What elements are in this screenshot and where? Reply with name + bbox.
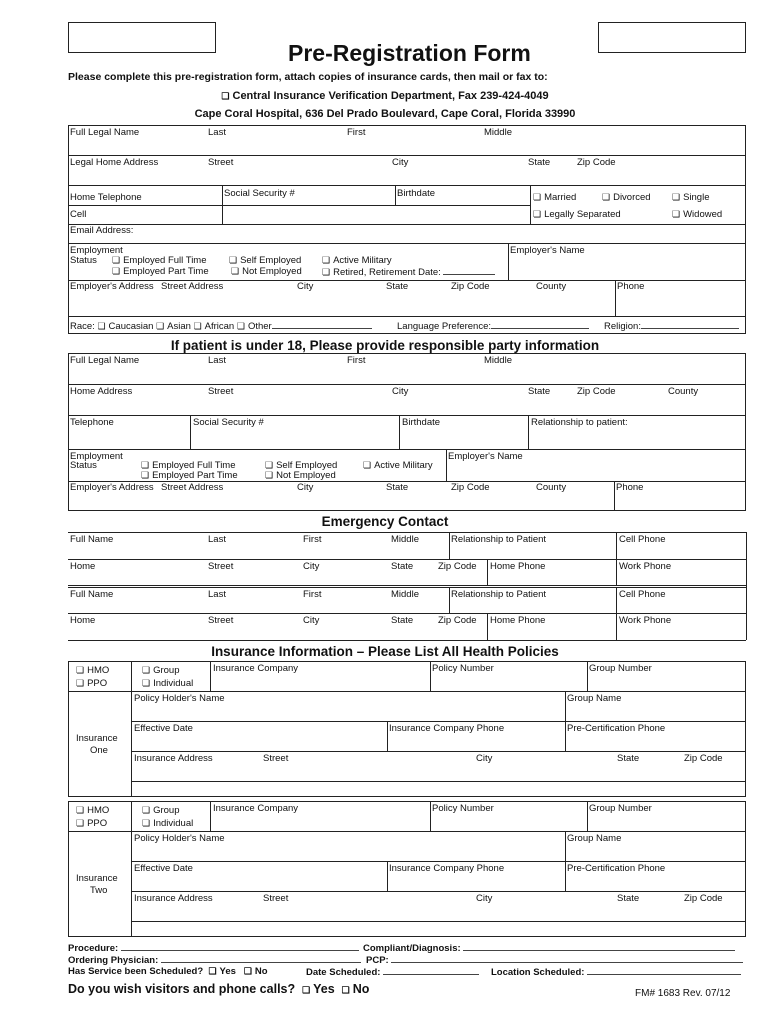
ins2-side-label-b: Two (90, 885, 108, 896)
rp-label-home-address: Home Address (70, 386, 133, 397)
ec2-label-home: Home (70, 615, 96, 626)
label-middle: Middle (484, 127, 512, 138)
checkbox-emp-part[interactable] (112, 266, 209, 277)
ins2-label-city: City (476, 893, 493, 904)
label-self-employed: Self Employed (240, 255, 302, 266)
label-single: Single (683, 192, 710, 203)
label-street-address: Street Address (161, 281, 224, 292)
dept-text: Central Insurance Verification Department, Fax 239-424-4049 (232, 90, 549, 102)
checkbox-scheduled-no[interactable]: ❏ No (244, 966, 268, 977)
insurance-heading: Insurance Information – Please List All Health Policies (211, 644, 559, 659)
rp-label-middle: Middle (484, 355, 512, 366)
label-birthdate: Birthdate (397, 188, 436, 199)
responsible-heading: If patient is under 18, Please provide responsible party information (170, 338, 600, 353)
rp-label-ssn: Social Security # (193, 417, 264, 428)
address-line: Cape Coral Hospital, 636 Del Prado Boulevard, Cape Coral, Florida 33990 (194, 108, 576, 120)
rp-label-emp-phone: Phone (616, 482, 644, 493)
ins1-checkbox-hmo[interactable]: ❏ HMO (76, 665, 109, 676)
ins2-checkbox-group[interactable]: ❏ Group (142, 805, 179, 816)
rp-label-birthdate: Birthdate (402, 417, 441, 428)
rp-label-street: Street (208, 386, 234, 397)
ins1-label-city: City (476, 753, 493, 764)
ec1-label-middle: Middle (391, 534, 419, 545)
ins2-label-holder: Policy Holder's Name (134, 833, 225, 844)
checkbox-other[interactable]: ❏ Other (237, 321, 272, 332)
ins1-label-zip: Zip Code (684, 753, 723, 764)
rp-label-street-address: Street Address (161, 482, 224, 493)
rp-label-first: First (347, 355, 366, 366)
checkbox-self-employed[interactable] (229, 255, 301, 266)
rp-label-employers-name: Employer's Name (448, 451, 523, 462)
ec1-label-home: Home (70, 561, 96, 572)
scheduled-row (68, 966, 268, 977)
label-zip: Zip Code (577, 157, 616, 168)
ins1-label-company-phone: Insurance Company Phone (389, 723, 505, 734)
label-race: Race: (70, 321, 95, 332)
form-id: FM# 1683 Rev. 07/12 (635, 988, 731, 999)
rp-checkbox-not-employed[interactable]: ❏ Not Employed (265, 470, 336, 481)
ins1-checkbox-group[interactable]: ❏ Group (142, 665, 179, 676)
ins2-label-address: Insurance Address (134, 893, 213, 904)
location-scheduled-row (491, 966, 741, 978)
label-procedure: Procedure: (68, 943, 119, 954)
ins2-label-company: Insurance Company (213, 803, 299, 814)
label-date-scheduled: Date Scheduled: (306, 967, 381, 978)
race-other-line[interactable] (272, 320, 372, 329)
rp-label-employers-address: Employer's Address (70, 482, 154, 493)
rp-label-county: County (668, 386, 699, 397)
email-field[interactable] (150, 225, 740, 242)
rp-label-zip: Zip Code (577, 386, 616, 397)
ec2-label-first: First (303, 589, 322, 600)
ec2-label-work-phone: Work Phone (619, 615, 672, 626)
rp-label-last: Last (208, 355, 226, 366)
label-state: State (528, 157, 551, 168)
ins2-label-zip: Zip Code (684, 893, 723, 904)
rp-label-employment: Employment (70, 451, 123, 462)
checkbox-visitors-no[interactable]: ❏ No (342, 982, 370, 996)
ec1-label-full-name: Full Name (70, 534, 114, 545)
label-status: Status (70, 255, 97, 266)
label-legal-home-address: Legal Home Address (70, 157, 159, 168)
procedure-row (68, 942, 359, 954)
language-line[interactable] (491, 320, 589, 329)
rp-label-emp-state: State (386, 482, 409, 493)
intro-text: Please complete this pre-registration form, attach copies of insurance cards, then mail or fax to: (68, 71, 548, 83)
ins1-label-company: Insurance Company (213, 663, 299, 674)
ins1-label-group-number: Group Number (589, 663, 652, 674)
date-scheduled-line[interactable] (383, 966, 479, 975)
ec2-label-home-phone: Home Phone (490, 615, 546, 626)
checkbox-active-military[interactable] (322, 255, 392, 266)
label-widowed: Widowed (683, 209, 723, 220)
label-last: Last (208, 127, 226, 138)
label-employers-name: Employer's Name (510, 245, 585, 256)
ec1-label-home-phone: Home Phone (490, 561, 546, 572)
label-emp-city: City (297, 281, 314, 292)
checkbox-legally-separated[interactable] (533, 209, 621, 220)
label-emp-full: Employed Full Time (123, 255, 207, 266)
ins1-label-holder: Policy Holder's Name (134, 693, 225, 704)
label-emp-phone: Phone (617, 281, 645, 292)
procedure-line[interactable] (121, 942, 359, 951)
label-employers-address: Employer's Address (70, 281, 154, 292)
checkbox-caucasian[interactable]: ❏ Caucasian (97, 321, 153, 332)
complaint-row (363, 942, 735, 954)
physician-line[interactable] (161, 954, 361, 963)
label-language: Language Preference: (397, 321, 492, 332)
ins1-label-policy-number: Policy Number (432, 663, 494, 674)
label-email: Email Address: (70, 225, 134, 236)
page-title: Pre-Registration Form (288, 40, 531, 66)
ins1-label-address: Insurance Address (134, 753, 213, 764)
date-scheduled-row (306, 966, 479, 978)
language-row (397, 320, 589, 332)
label-married: Married (544, 192, 577, 203)
ec1-label-last: Last (208, 534, 226, 545)
rp-label-relationship: Relationship to patient: (531, 417, 628, 428)
label-emp-part: Employed Part Time (123, 266, 209, 277)
ec1-label-state: State (391, 561, 414, 572)
label-active-military: Active Military (333, 255, 392, 266)
ins2-label-state: State (617, 893, 640, 904)
label-religion: Religion: (604, 321, 641, 332)
retirement-date-line[interactable] (443, 266, 495, 275)
visitors-row (68, 982, 369, 998)
rp-checkbox-emp-full[interactable]: ❏ Employed Full Time (141, 460, 236, 471)
checkbox-asian[interactable]: ❏ Asian (156, 321, 191, 332)
ec1-label-street: Street (208, 561, 234, 572)
complaint-line[interactable] (463, 942, 735, 951)
label-emp-zip: Zip Code (451, 281, 490, 292)
label-ssn: Social Security # (224, 188, 295, 199)
ec1-label-cell-phone: Cell Phone (619, 534, 666, 545)
ins1-side-label-b: One (90, 745, 108, 756)
location-scheduled-line[interactable] (587, 966, 741, 975)
ins2-label-precert: Pre-Certification Phone (567, 863, 666, 874)
label-location-scheduled: Location Scheduled: (491, 967, 585, 978)
ec2-label-last: Last (208, 589, 226, 600)
rp-label-telephone: Telephone (70, 417, 114, 428)
ec2-label-cell-phone: Cell Phone (619, 589, 666, 600)
ins2-checkbox-individual[interactable]: ❏ Individual (142, 818, 193, 829)
label-divorced: Divorced (613, 192, 651, 203)
rp-checkbox-active-military[interactable]: ❏ Active Military (363, 460, 433, 471)
rp-label-emp-city: City (297, 482, 314, 493)
label-emp-state: State (386, 281, 409, 292)
ec2-label-city: City (303, 615, 320, 626)
checkbox-divorced[interactable] (602, 192, 651, 203)
ins2-label-policy-number: Policy Number (432, 803, 494, 814)
ins2-side-label-a: Insurance (76, 873, 118, 884)
rp-checkbox-emp-part[interactable]: ❏ Employed Part Time (141, 470, 238, 481)
race-row (70, 320, 372, 332)
ec1-label-work-phone: Work Phone (619, 561, 672, 572)
checkbox-african[interactable]: ❏ African (194, 321, 235, 332)
label-physician: Ordering Physician: (68, 955, 159, 966)
rp-checkbox-self-employed[interactable]: ❏ Self Employed (265, 460, 337, 471)
rp-label-emp-zip: Zip Code (451, 482, 490, 493)
rp-label-city: City (392, 386, 409, 397)
ins2-label-street: Street (263, 893, 289, 904)
label-not-employed: Not Employed (242, 266, 302, 277)
ins1-checkbox-ppo[interactable]: ❏ PPO (76, 678, 107, 689)
checkbox-visitors-yes[interactable]: ❏ Yes (302, 982, 335, 996)
label-street: Street (208, 157, 234, 168)
religion-line[interactable] (641, 320, 739, 329)
label-emp-county: County (536, 281, 567, 292)
pcp-line[interactable] (391, 954, 743, 963)
checkbox-not-employed[interactable] (231, 266, 302, 277)
physician-row (68, 954, 361, 966)
ins1-checkbox-individual[interactable]: ❏ Individual (142, 678, 193, 689)
checkbox-married[interactable] (533, 192, 576, 203)
label-city: City (392, 157, 409, 168)
ec2-label-street: Street (208, 615, 234, 626)
checkbox-widowed[interactable] (672, 209, 722, 220)
ins2-label-company-phone: Insurance Company Phone (389, 863, 505, 874)
ins2-label-effective: Effective Date (134, 863, 193, 874)
ins2-label-group-number: Group Number (589, 803, 652, 814)
rp-label-full-legal-name: Full Legal Name (70, 355, 140, 366)
checkbox-scheduled-yes[interactable]: ❏ Yes (208, 966, 235, 977)
ec2-label-state: State (391, 615, 414, 626)
pcp-row (366, 954, 743, 966)
ec2-label-middle: Middle (391, 589, 419, 600)
ins1-label-street: Street (263, 753, 289, 764)
emergency-heading: Emergency Contact (321, 514, 449, 529)
label-retired: Retired, Retirement Date: (333, 267, 441, 278)
ins2-checkbox-ppo[interactable]: ❏ PPO (76, 818, 107, 829)
ec2-label-full-name: Full Name (70, 589, 114, 600)
ec2-label-zip: Zip Code (438, 615, 477, 626)
label-first: First (347, 127, 366, 138)
label-cell: Cell (70, 209, 87, 220)
label-legally-separated: Legally Separated (544, 209, 621, 220)
label-full-legal-name: Full Legal Name (70, 127, 140, 138)
checkbox-icon (221, 90, 232, 102)
ins1-side-label-a: Insurance (76, 733, 118, 744)
rp-label-emp-county: County (536, 482, 567, 493)
dept-line (0, 90, 770, 102)
ins1-label-state: State (617, 753, 640, 764)
patient-name-field[interactable] (68, 138, 746, 155)
label-employment: Employment (70, 245, 123, 256)
ec2-label-relationship: Relationship to Patient (451, 589, 547, 600)
label-complaint: Compliant/Diagnosis: (363, 943, 461, 954)
label-home-telephone: Home Telephone (70, 192, 142, 203)
office-use-box-left[interactable] (68, 22, 216, 53)
ec1-label-first: First (303, 534, 322, 545)
office-use-box-right[interactable] (598, 22, 746, 53)
checkbox-single[interactable] (672, 192, 710, 203)
label-pcp: PCP: (366, 955, 389, 966)
ins1-label-group-name: Group Name (567, 693, 622, 704)
ins2-label-group-name: Group Name (567, 833, 622, 844)
patient-address-field[interactable] (68, 168, 746, 185)
ec1-label-relationship: Relationship to Patient (451, 534, 547, 545)
ec1-label-city: City (303, 561, 320, 572)
rp-label-status: Status (70, 460, 97, 471)
ins1-label-effective: Effective Date (134, 723, 193, 734)
checkbox-retired[interactable] (322, 266, 495, 278)
rp-label-state: State (528, 386, 551, 397)
ec1-label-zip: Zip Code (438, 561, 477, 572)
label-visitors: Do you wish visitors and phone calls? (68, 982, 296, 996)
ins2-checkbox-hmo[interactable]: ❏ HMO (76, 805, 109, 816)
label-scheduled: Has Service been Scheduled? (68, 966, 204, 977)
ins1-label-precert: Pre-Certification Phone (567, 723, 666, 734)
religion-row (604, 320, 739, 332)
checkbox-emp-full[interactable] (112, 255, 207, 266)
